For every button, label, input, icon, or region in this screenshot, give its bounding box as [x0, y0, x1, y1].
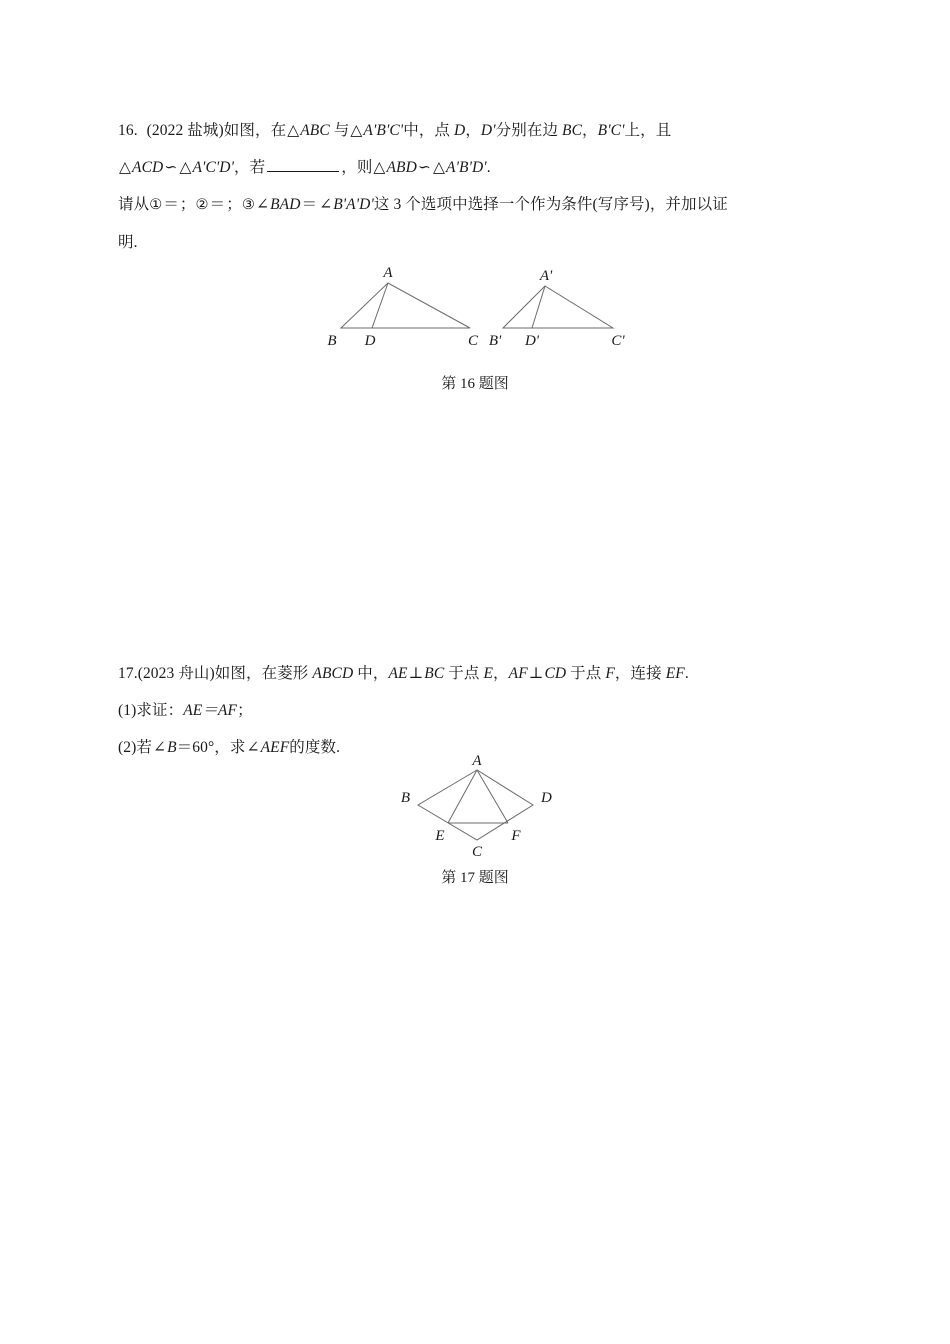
- problem-17-figure: [118, 752, 832, 862]
- vertex-label-f-17: F: [511, 828, 521, 844]
- problem-16-line-4-text: 明.: [118, 234, 138, 251]
- problem-17-text-b: 中，: [353, 665, 389, 682]
- part-1-label: (1)求证：: [118, 702, 184, 719]
- label-ae: AE: [388, 665, 408, 682]
- label-abc: ABC: [300, 122, 330, 139]
- vertex-label-dp: D': [524, 333, 540, 349]
- problem-17-text-d: 于点: [566, 665, 606, 682]
- label-apbpcp: A'B'C': [363, 122, 404, 139]
- label-b-17: B: [167, 739, 177, 756]
- vertex-label-a: A: [383, 265, 393, 281]
- part-1-expression: AE＝AF: [183, 702, 238, 719]
- problem-16-text-a: 如图，在: [223, 122, 287, 139]
- problem-17-caption-wrap: [118, 866, 832, 887]
- problem-17-line-1: [118, 655, 832, 692]
- problem-16-line-3: [118, 186, 832, 224]
- label-abd: ABD: [386, 159, 417, 176]
- problem-16-text: [118, 112, 832, 261]
- equals-3: ＝: [301, 196, 318, 213]
- problem-16-figure-svg: [118, 258, 832, 358]
- problem-16-text-d: 上，且: [624, 122, 672, 139]
- problem-16-text-b: 中，点: [403, 122, 455, 139]
- angle-symbol-2: ∠: [319, 196, 333, 213]
- part-2-label: (2)若: [118, 739, 152, 756]
- option-2-marker: ②: [195, 197, 209, 213]
- comma-17-1: ，: [493, 665, 509, 682]
- problem-17-text-c: 于点: [444, 665, 484, 682]
- semicolon-2: ；: [226, 196, 242, 213]
- segment-ae: [448, 770, 477, 823]
- vertex-label-a-17: A: [472, 753, 482, 769]
- equals-1: ＝: [163, 196, 179, 213]
- option-3-marker: ③: [241, 197, 255, 213]
- vertex-label-c: C: [467, 333, 479, 349]
- vertex-label-bp: B': [488, 333, 502, 349]
- triangle-apbpcp-outline: [503, 286, 613, 328]
- problem-16-text-e: ，若: [234, 159, 266, 176]
- problem-16-caption: 第 16 题图: [441, 376, 509, 392]
- part-2-value: ＝60°: [176, 739, 215, 756]
- period-17-1: .: [684, 665, 689, 682]
- problem-16-choose-text: 请从: [118, 196, 150, 213]
- left-triangle-group: [327, 265, 479, 349]
- vertex-label-ap: A': [539, 268, 553, 284]
- triangle-symbol-3: △: [119, 159, 132, 176]
- answer-blank[interactable]: [267, 158, 339, 172]
- vertex-label-e-17: E: [435, 828, 445, 844]
- perpendicular-symbol-1: ⊥: [408, 665, 424, 682]
- problem-17-source: (2023 舟山): [137, 665, 215, 682]
- triangle-symbol-2: △: [350, 122, 363, 139]
- problem-16-line-4: [118, 224, 832, 261]
- problem-16-source: (2022 盐城): [146, 122, 224, 139]
- vertex-label-b: B: [327, 333, 337, 349]
- label-bpapdp: B'A'D': [333, 196, 374, 213]
- label-bc: BC: [562, 122, 583, 139]
- problem-16-line-1: [118, 112, 832, 149]
- part-2-end: 的度数.: [289, 739, 341, 756]
- problem-16-tail-text: 这 3 个选项中选择一个作为条件(写序号)，并加以证: [373, 196, 728, 213]
- label-e: E: [483, 665, 494, 682]
- triangle-symbol-6: △: [432, 159, 446, 176]
- comma-1: ，: [465, 122, 481, 139]
- period-1: .: [486, 159, 491, 176]
- problem-16-figure: [118, 258, 832, 358]
- similar-symbol-1: ∽: [164, 159, 178, 176]
- problem-17-caption: 第 17 题图: [441, 870, 509, 886]
- cevian-ad: [372, 283, 388, 328]
- label-acd: ACD: [132, 159, 164, 176]
- rhombus-group: [401, 753, 552, 860]
- problem-17-text: [118, 655, 832, 766]
- label-f: F: [605, 665, 615, 682]
- label-bc-17: BC: [424, 665, 445, 682]
- triangle-symbol: △: [287, 122, 300, 139]
- problem-17-text-a: 如图，在菱形: [214, 665, 313, 682]
- problem-16-number: 16.: [118, 122, 138, 139]
- part-2-mid: ，求: [214, 739, 246, 756]
- comma-2: ，: [582, 122, 598, 139]
- similar-symbol-2: ∽: [417, 159, 431, 176]
- vertex-label-d: D: [364, 333, 376, 349]
- triangle-abc-outline: [341, 283, 470, 328]
- vertex-label-d-17: D: [541, 790, 552, 806]
- problem-16-caption-wrap: [118, 372, 832, 393]
- equals-2: ＝: [209, 196, 226, 213]
- problem-17-figure-svg: [118, 752, 832, 862]
- option-1-marker: ①: [149, 197, 163, 213]
- perpendicular-symbol-2: ⊥: [528, 665, 544, 682]
- label-dp: D': [480, 122, 496, 139]
- label-bpcp: B'C': [597, 122, 625, 139]
- problem-16-with: 与: [329, 122, 350, 139]
- triangle-symbol-4: △: [179, 159, 192, 176]
- label-bad: BAD: [270, 196, 301, 213]
- problem-16-line-2: [118, 149, 832, 186]
- label-d: D: [454, 122, 466, 139]
- problem-16-text-c: 分别在边: [495, 122, 563, 139]
- angle-symbol-17-1: ∠: [152, 739, 167, 756]
- label-ef: EF: [665, 665, 685, 682]
- label-abcd: ABCD: [312, 665, 354, 682]
- label-af: AF: [508, 665, 528, 682]
- problem-17-part-1: [118, 692, 832, 729]
- label-apbpdp: A'B'D': [446, 159, 487, 176]
- triangle-symbol-5: △: [373, 159, 386, 176]
- label-cd: CD: [544, 665, 567, 682]
- label-aef: AEF: [260, 739, 290, 756]
- vertex-label-b-17: B: [400, 790, 410, 806]
- angle-symbol-17-2: ∠: [246, 739, 260, 756]
- label-apcpdp: A'C'D': [192, 159, 235, 176]
- angle-symbol-1: ∠: [255, 196, 270, 213]
- vertex-label-c-17: C: [471, 844, 483, 860]
- problem-16-text-f: ，则: [341, 159, 373, 176]
- right-triangle-group: [489, 268, 626, 349]
- segment-af: [477, 770, 508, 823]
- semicolon-1: ；: [179, 196, 196, 213]
- part-1-end: ；: [237, 702, 253, 719]
- comma-17-2: ，连接: [614, 665, 666, 682]
- vertex-label-cp: C': [611, 333, 625, 349]
- problem-17-number: 17.: [118, 665, 138, 682]
